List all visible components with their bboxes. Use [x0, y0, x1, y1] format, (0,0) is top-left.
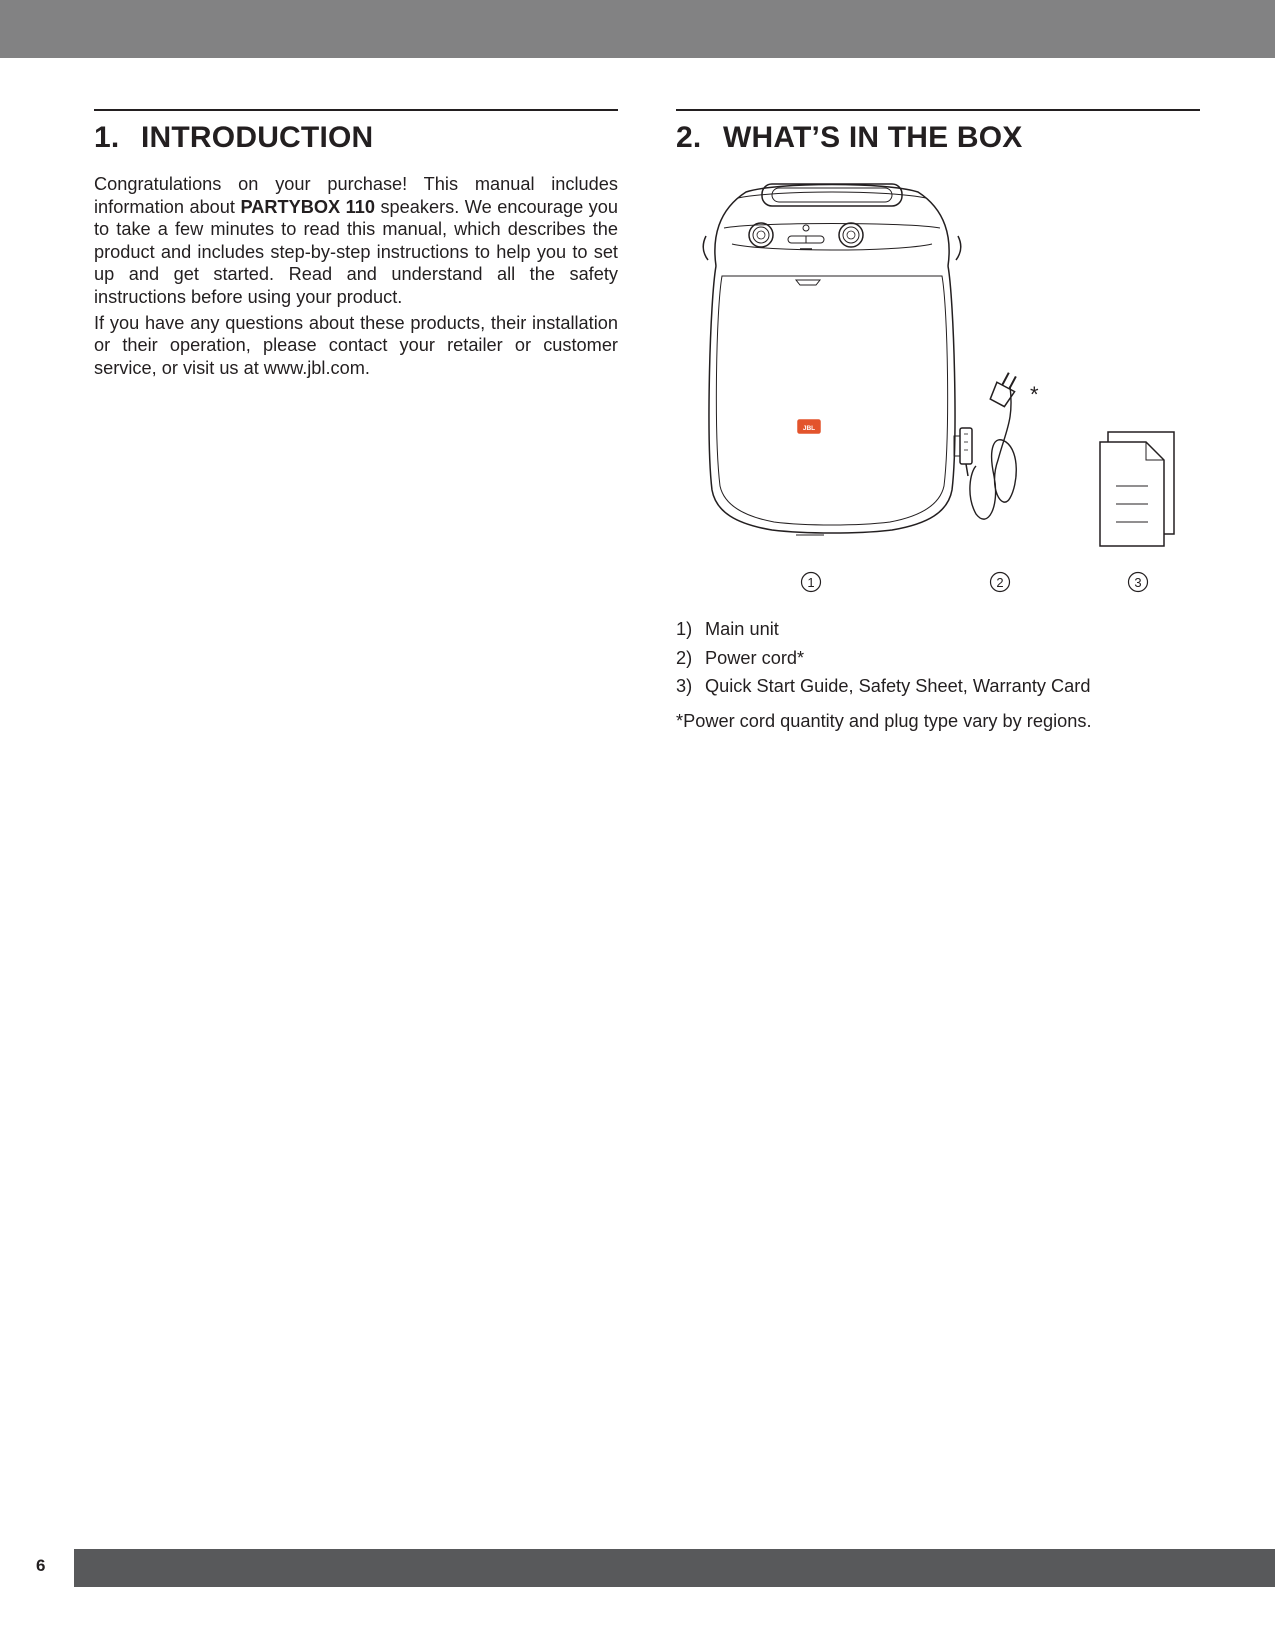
product-name: PARTYBOX 110	[240, 196, 375, 217]
power-cord-note: *Power cord quantity and plug type vary by regions.	[676, 711, 1092, 731]
item-number: 3)	[676, 676, 693, 696]
item-label: Power cord*	[705, 647, 805, 668]
page-number: 6	[36, 1556, 46, 1575]
item-label: Quick Start Guide, Safety Sheet, Warranty Card	[705, 676, 1091, 696]
svg-text:3: 3	[1134, 575, 1142, 590]
callout-3	[1129, 573, 1148, 592]
box-contents-illustration	[676, 180, 1221, 600]
footer-band	[74, 1549, 1275, 1587]
heading-number: 1.	[94, 121, 120, 154]
list-item	[676, 618, 1236, 640]
svg-text:2: 2	[996, 575, 1004, 590]
item-label: Main unit	[705, 619, 779, 639]
power-cord-illustration	[954, 370, 1039, 519]
heading-title: INTRODUCTION	[141, 121, 374, 154]
item-number: 2)	[676, 647, 693, 668]
power-cord-asterisk: *	[1030, 382, 1039, 407]
para-text: speakers. We encourage you to take a few minutes to read this manual, which describes the product and includes step-by-step instructions to help you to set up and get started. Read and understand all the safety instructions before using your product.	[94, 196, 618, 307]
heading-number: 2.	[676, 121, 702, 154]
intro-paragraph-1	[94, 173, 618, 309]
list-item	[676, 647, 1236, 669]
intro-paragraph-2: If you have any questions about these products, their installation or their operation, please contact your retailer or customer service, or visit us at www.jbl.com.	[94, 312, 618, 378]
para-text: Congratulations on your purchase! This manual includes information about	[94, 174, 618, 217]
callout-1	[802, 573, 821, 592]
speaker-illustration	[703, 184, 961, 535]
callout-2	[991, 573, 1010, 592]
introduction-heading	[94, 121, 618, 155]
section-rule	[676, 109, 1200, 111]
introduction-section	[94, 109, 618, 379]
section-rule	[94, 109, 618, 111]
box-heading	[676, 121, 1200, 155]
heading-title: WHAT’S IN THE BOX	[723, 121, 1023, 154]
item-number: 1)	[676, 619, 693, 639]
documents-illustration	[1100, 432, 1174, 546]
header-band	[0, 0, 1275, 58]
whats-in-the-box-section	[676, 109, 1200, 155]
list-item	[676, 675, 1236, 697]
svg-text:1: 1	[807, 575, 815, 590]
jbl-logo: JBL	[802, 425, 816, 432]
box-items-list	[676, 618, 1236, 704]
